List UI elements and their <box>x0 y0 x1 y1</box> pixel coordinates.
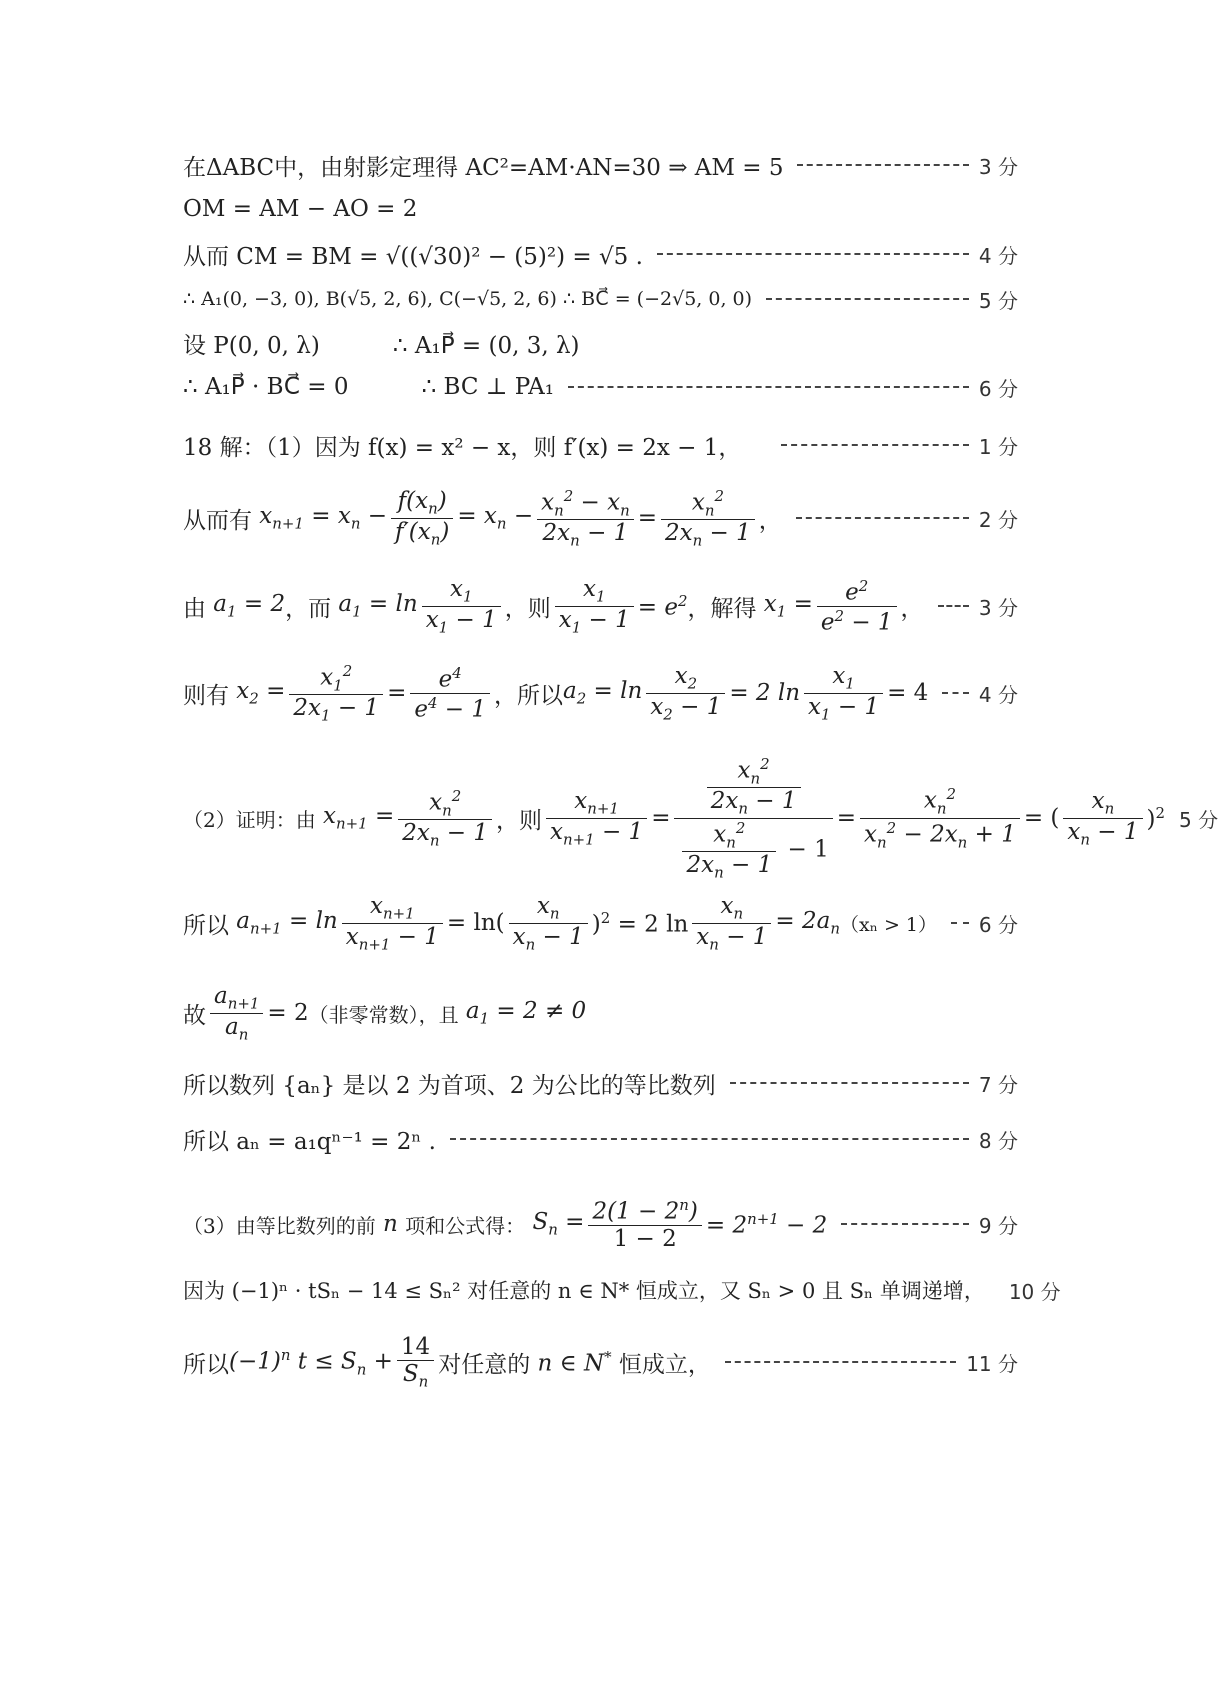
line-text: 恒成立， <box>618 1351 711 1378</box>
line-formula: 从而有 $x_{n+1} = x_n$ − $\frac{f(x_n)}{f'(x_n)}$ = $x_n$ − $\frac{x_n^2 - x_n}{2x_n - 1}$ = $\frac{x_n^2}{2x_n - 1}$ ， <box>183 486 782 550</box>
line-text: ，而 <box>285 595 332 622</box>
line-text: 所以数列 {aₙ} 是以 2 为首项、2 为公比的等比数列 <box>183 1072 716 1099</box>
score-label: 2 分 <box>978 507 1018 532</box>
line-text: 所以 <box>183 1351 229 1378</box>
solution-line-8 <box>183 486 1018 550</box>
line-text: 因为 (−1)ⁿ · tSₙ − 14 ≤ Sₙ² 对任意的 n ∈ N* 恒成立，又 Sₙ > 0 且 Sₙ 单调递增， <box>183 1279 985 1303</box>
dash-leader <box>951 922 969 924</box>
line-formula: 所以 $(-1)^n$ $t \le S_n$ + $\frac{14}{S_n}$ 对任意的 n ∈ N* 恒成立， <box>183 1333 711 1391</box>
solution-line-2 <box>183 192 1018 226</box>
line-text: ，则 <box>496 807 543 834</box>
dash-leader <box>938 605 969 607</box>
score-label: 4 分 <box>978 243 1018 268</box>
solution-line-3 <box>183 236 1018 272</box>
line-text: 所以 aₙ = a₁qⁿ⁻¹ = 2ⁿ . <box>183 1128 436 1155</box>
solution-line-7 <box>183 428 1018 462</box>
line-text: 设 P(0, 0, λ) ∴ A₁P⃗ = (0, 3, λ) <box>183 332 580 359</box>
score-label: 10 分 <box>1008 1279 1061 1304</box>
line-formula: （3）由等比数列的前 n 项和公式得： $S_n$ = $\frac{2(1 - 2^n)}{1 - 2}$ = $2^{n+1} - 2$ <box>183 1196 828 1252</box>
line-text: ，则 <box>504 595 551 622</box>
line-formula: （2）证明：由 $x_{n+1}$ = $\frac{x_n^2}{2x_n - 1}$ ，则 $\frac{x_{n+1}}{x_{n+1} - 1}$ = $\frac{x_n^2}{2x_n - 1}$ $\frac{x_n^2}{2x_n - 1}$ − 1 = $\frac{x_n^2}{x_n^2 - 2x_n + 1}$ = ( $\frac{x_n}{x_n - 1}$ )$^2$ <box>183 754 1166 882</box>
solution-line-18 <box>183 1330 1018 1394</box>
solution-line-12 <box>183 890 1018 956</box>
line-text: 18 解：（1）因为 f(x) = x² − x，则 f′(x) = 2x − 1， <box>183 434 742 461</box>
solution-line-10 <box>183 660 1018 726</box>
score-label: 3 分 <box>978 595 1018 620</box>
solution-line-13 <box>183 980 1018 1046</box>
line-text: 项和公式得： <box>405 1213 526 1238</box>
solution-line-6 <box>183 370 1018 404</box>
score-label: 9 分 <box>978 1213 1018 1238</box>
score-label: 6 分 <box>978 376 1018 401</box>
solution-line-15 <box>183 1122 1018 1156</box>
line-text: 则有 <box>183 682 229 709</box>
dash-leader <box>841 1223 969 1225</box>
line-text: OM = AM − AO = 2 <box>183 196 418 222</box>
score-label: 11 分 <box>966 1351 1018 1376</box>
score-label: 7 分 <box>978 1072 1018 1097</box>
line-text: （非零常数），且 <box>308 1002 459 1027</box>
line-formula: 所以 $a_{n+1} = \ln$ $\frac{x_{n+1}}{x_{n+1} - 1}$ = ln( $\frac{x_n}{x_n - 1}$ )$^2$ = 2 ln $\frac{x_n}{x_n - 1}$ = $2a_n$ （xₙ > 1） <box>183 892 938 954</box>
dash-leader <box>730 1082 969 1084</box>
line-text: 所以 <box>183 912 229 939</box>
dash-leader <box>781 444 969 446</box>
line-text: 从而 CM = BM = √((√30)² − (5)²) = √5 . <box>183 243 643 270</box>
score-label: 1 分 <box>978 434 1018 459</box>
line-text: ，解得 <box>687 595 757 622</box>
solution-line-4 <box>183 282 1018 316</box>
line-text: （xₙ > 1） <box>839 913 938 936</box>
score-label: 6 分 <box>978 912 1018 937</box>
dash-leader <box>568 386 969 388</box>
solution-line-11 <box>183 754 1218 882</box>
score-label: 5 分 <box>978 288 1018 313</box>
line-text: ，所以 <box>494 682 564 709</box>
dash-leader <box>657 253 969 255</box>
dash-leader <box>796 517 969 519</box>
line-text: 从而有 <box>183 507 252 534</box>
line-text: （2）证明：由 <box>183 807 316 832</box>
line-text: 故 <box>183 1002 206 1029</box>
line-text: 在ΔABC中，由射影定理得 AC²=AM·AN=30 ⇒ AM = 5 <box>183 154 784 181</box>
line-formula: 由 $a_1 = 2$ ，而 $a_1 = \ln$ $\frac{x_1}{x_1 - 1}$ ，则 $\frac{x_1}{x_1 - 1}$ = $e^2$ ，解得 $x_1$ = $\frac{e^2}{e^2 - 1}$ ， <box>183 575 924 637</box>
dash-leader <box>766 298 969 300</box>
line-text: 对任意的 <box>438 1351 531 1378</box>
dash-leader <box>450 1138 969 1140</box>
solution-line-16 <box>183 1192 1018 1256</box>
score-label: 4 分 <box>978 682 1018 707</box>
solution-line-9 <box>183 574 1018 638</box>
line-formula: 则有 $x_2$ = $\frac{x_1^2}{2x_1 - 1}$ = $\frac{e^4}{e^4 - 1}$ ，所以 $a_2 = \ln$ $\frac{x_2}{x_2 - 1}$ = 2 ln $\frac{x_1}{x_1 - 1}$ = 4 <box>183 661 929 725</box>
solution-line-5 <box>183 326 1018 360</box>
solution-line-14 <box>183 1066 1018 1100</box>
solution-line-17 <box>183 1272 1061 1308</box>
line-text: （3）由等比数列的前 <box>183 1213 376 1238</box>
dash-leader <box>797 164 968 166</box>
line-text: ∴ A₁P⃗ · BC⃗ = 0 ∴ BC ⊥ PA₁ <box>183 374 554 400</box>
line-text: ∴ A₁(0, −3, 0), B(√5, 2, 6), C(−√5, 2, 6) ∴ BC⃗ = (−2√5, 0, 0) <box>183 288 753 310</box>
dash-leader <box>725 1361 956 1363</box>
score-label: 8 分 <box>978 1128 1018 1153</box>
solution-line-1 <box>183 148 1018 182</box>
score-label: 5 分 <box>1179 807 1218 832</box>
line-text: 由 <box>183 595 206 622</box>
score-label: 3 分 <box>978 154 1018 179</box>
dash-leader <box>942 692 969 694</box>
line-formula: 故 $\frac{a_{n+1}}{a_n}$ = 2 （非零常数），且 $a_1 = 2 \ne 0$ <box>183 982 587 1044</box>
